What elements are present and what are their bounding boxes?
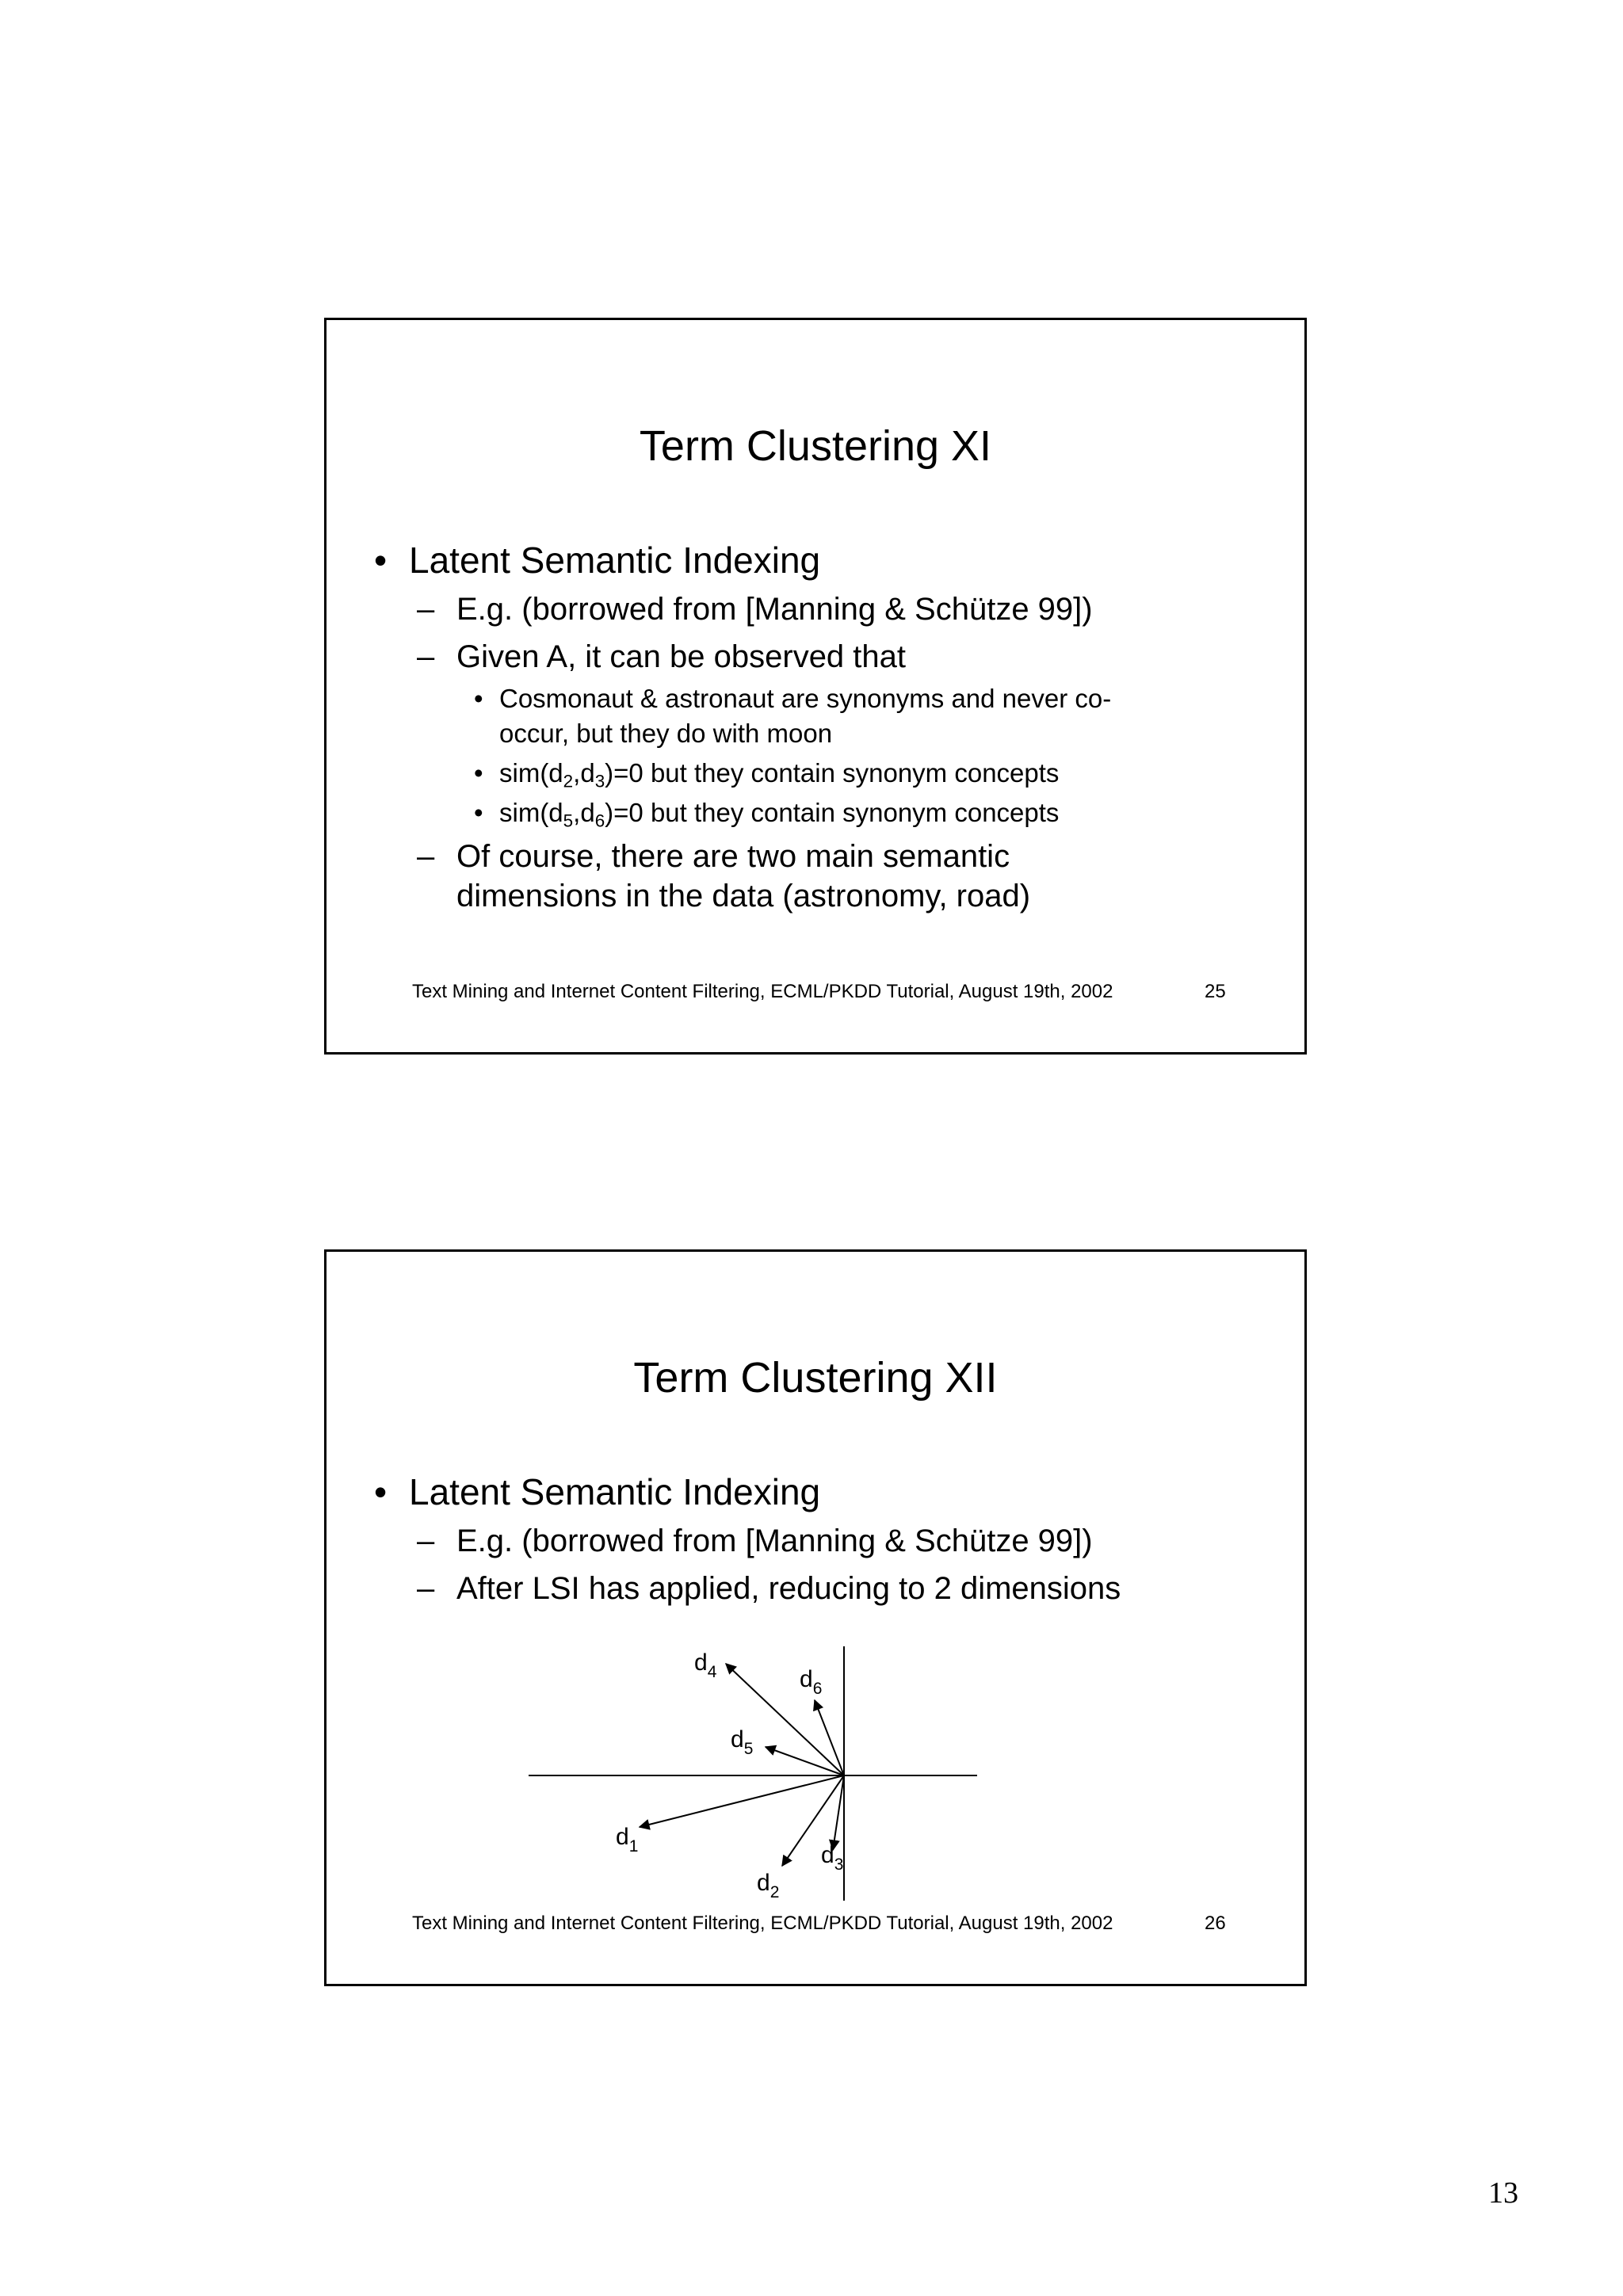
sim-prefix: sim(d xyxy=(499,758,563,788)
sim-mid: ,d xyxy=(573,758,595,788)
dash-marker: – xyxy=(417,1524,435,1558)
vector-d3 xyxy=(833,1775,844,1850)
sim-prefix: sim(d xyxy=(499,798,563,827)
label-d1: $d_1$ xyxy=(616,1824,639,1855)
label-d6: $d_6$ xyxy=(800,1666,823,1698)
sub-bullet-text-line-1: Of course, there are two main semantic xyxy=(456,839,1010,874)
sub-bullet-example xyxy=(417,592,1093,627)
point-sim-d5-d6 xyxy=(474,795,1060,831)
subscript: 6 xyxy=(594,810,605,831)
dash-marker: – xyxy=(417,839,435,874)
vector-d5 xyxy=(766,1747,844,1775)
dash-marker: – xyxy=(417,592,435,627)
point-cosmonaut xyxy=(474,681,1112,751)
bullet-marker: • xyxy=(474,684,483,713)
sub-bullet-given-a xyxy=(417,639,907,675)
sub-bullet-text: E.g. (borrowed from [Manning & Schütze 99]) xyxy=(456,1524,1093,1558)
label-d5: $d_5$ xyxy=(731,1726,754,1758)
slide-number: 25 xyxy=(1205,981,1226,1002)
slide-25 xyxy=(324,318,1307,1055)
sim-mid: ,d xyxy=(573,798,595,827)
bullet-marker: • xyxy=(374,540,388,581)
label-d4: $d_4$ xyxy=(694,1650,717,1681)
point-text-line-1: Cosmonaut & astronaut are synonyms and never co- xyxy=(499,684,1112,713)
sub-bullet-text-line-2: dimensions in the data (astronomy, road) xyxy=(456,879,1031,913)
point-text-line-2: occur, but they do with moon xyxy=(499,719,833,748)
label-d2: $d_2$ xyxy=(757,1870,780,1901)
subscript: 3 xyxy=(594,771,605,791)
sim-suffix: )=0 but they contain synonym concepts xyxy=(605,758,1060,788)
slide-title: Term Clustering XII xyxy=(633,1354,998,1402)
vector-d6 xyxy=(815,1700,844,1775)
subscript: 5 xyxy=(563,810,574,831)
point-sim-d2-d3 xyxy=(474,756,1060,791)
slide-footer: Text Mining and Internet Content Filtering, ECML/PKDD Tutorial, August 19th, 2002 xyxy=(412,981,1113,1002)
sim-suffix: )=0 but they contain synonym concepts xyxy=(605,798,1060,827)
bullet-text: Latent Semantic Indexing xyxy=(409,540,821,581)
slide-footer: Text Mining and Internet Content Filtering, ECML/PKDD Tutorial, August 19th, 2002 xyxy=(412,1913,1113,1934)
bullet-marker: • xyxy=(474,798,483,827)
sub-bullet-text: E.g. (borrowed from [Manning & Schütze 99]) xyxy=(456,592,1093,627)
slide-26 xyxy=(324,1249,1307,1986)
sub-bullet-text: Given A, it can be observed that xyxy=(456,639,907,674)
bullet-text: Latent Semantic Indexing xyxy=(409,1471,821,1512)
bullet-latent-semantic-indexing xyxy=(374,539,821,582)
slide-number: 26 xyxy=(1205,1913,1226,1934)
vector-d4 xyxy=(726,1664,844,1775)
slide-title: Term Clustering XI xyxy=(639,422,992,470)
sub-bullet-text: After LSI has applied, reducing to 2 dimensions xyxy=(456,1571,1121,1606)
subscript: 2 xyxy=(563,771,574,791)
bullet-marker: • xyxy=(374,1471,388,1512)
page-number: 13 xyxy=(1488,2176,1518,2210)
lsi-vector-diagram xyxy=(327,1252,1304,1984)
sub-bullet-of-course xyxy=(417,837,1031,916)
dash-marker: – xyxy=(417,1571,435,1606)
label-d3: $d_3$ xyxy=(821,1842,844,1874)
bullet-marker: • xyxy=(474,758,483,788)
dash-marker: – xyxy=(417,639,435,674)
